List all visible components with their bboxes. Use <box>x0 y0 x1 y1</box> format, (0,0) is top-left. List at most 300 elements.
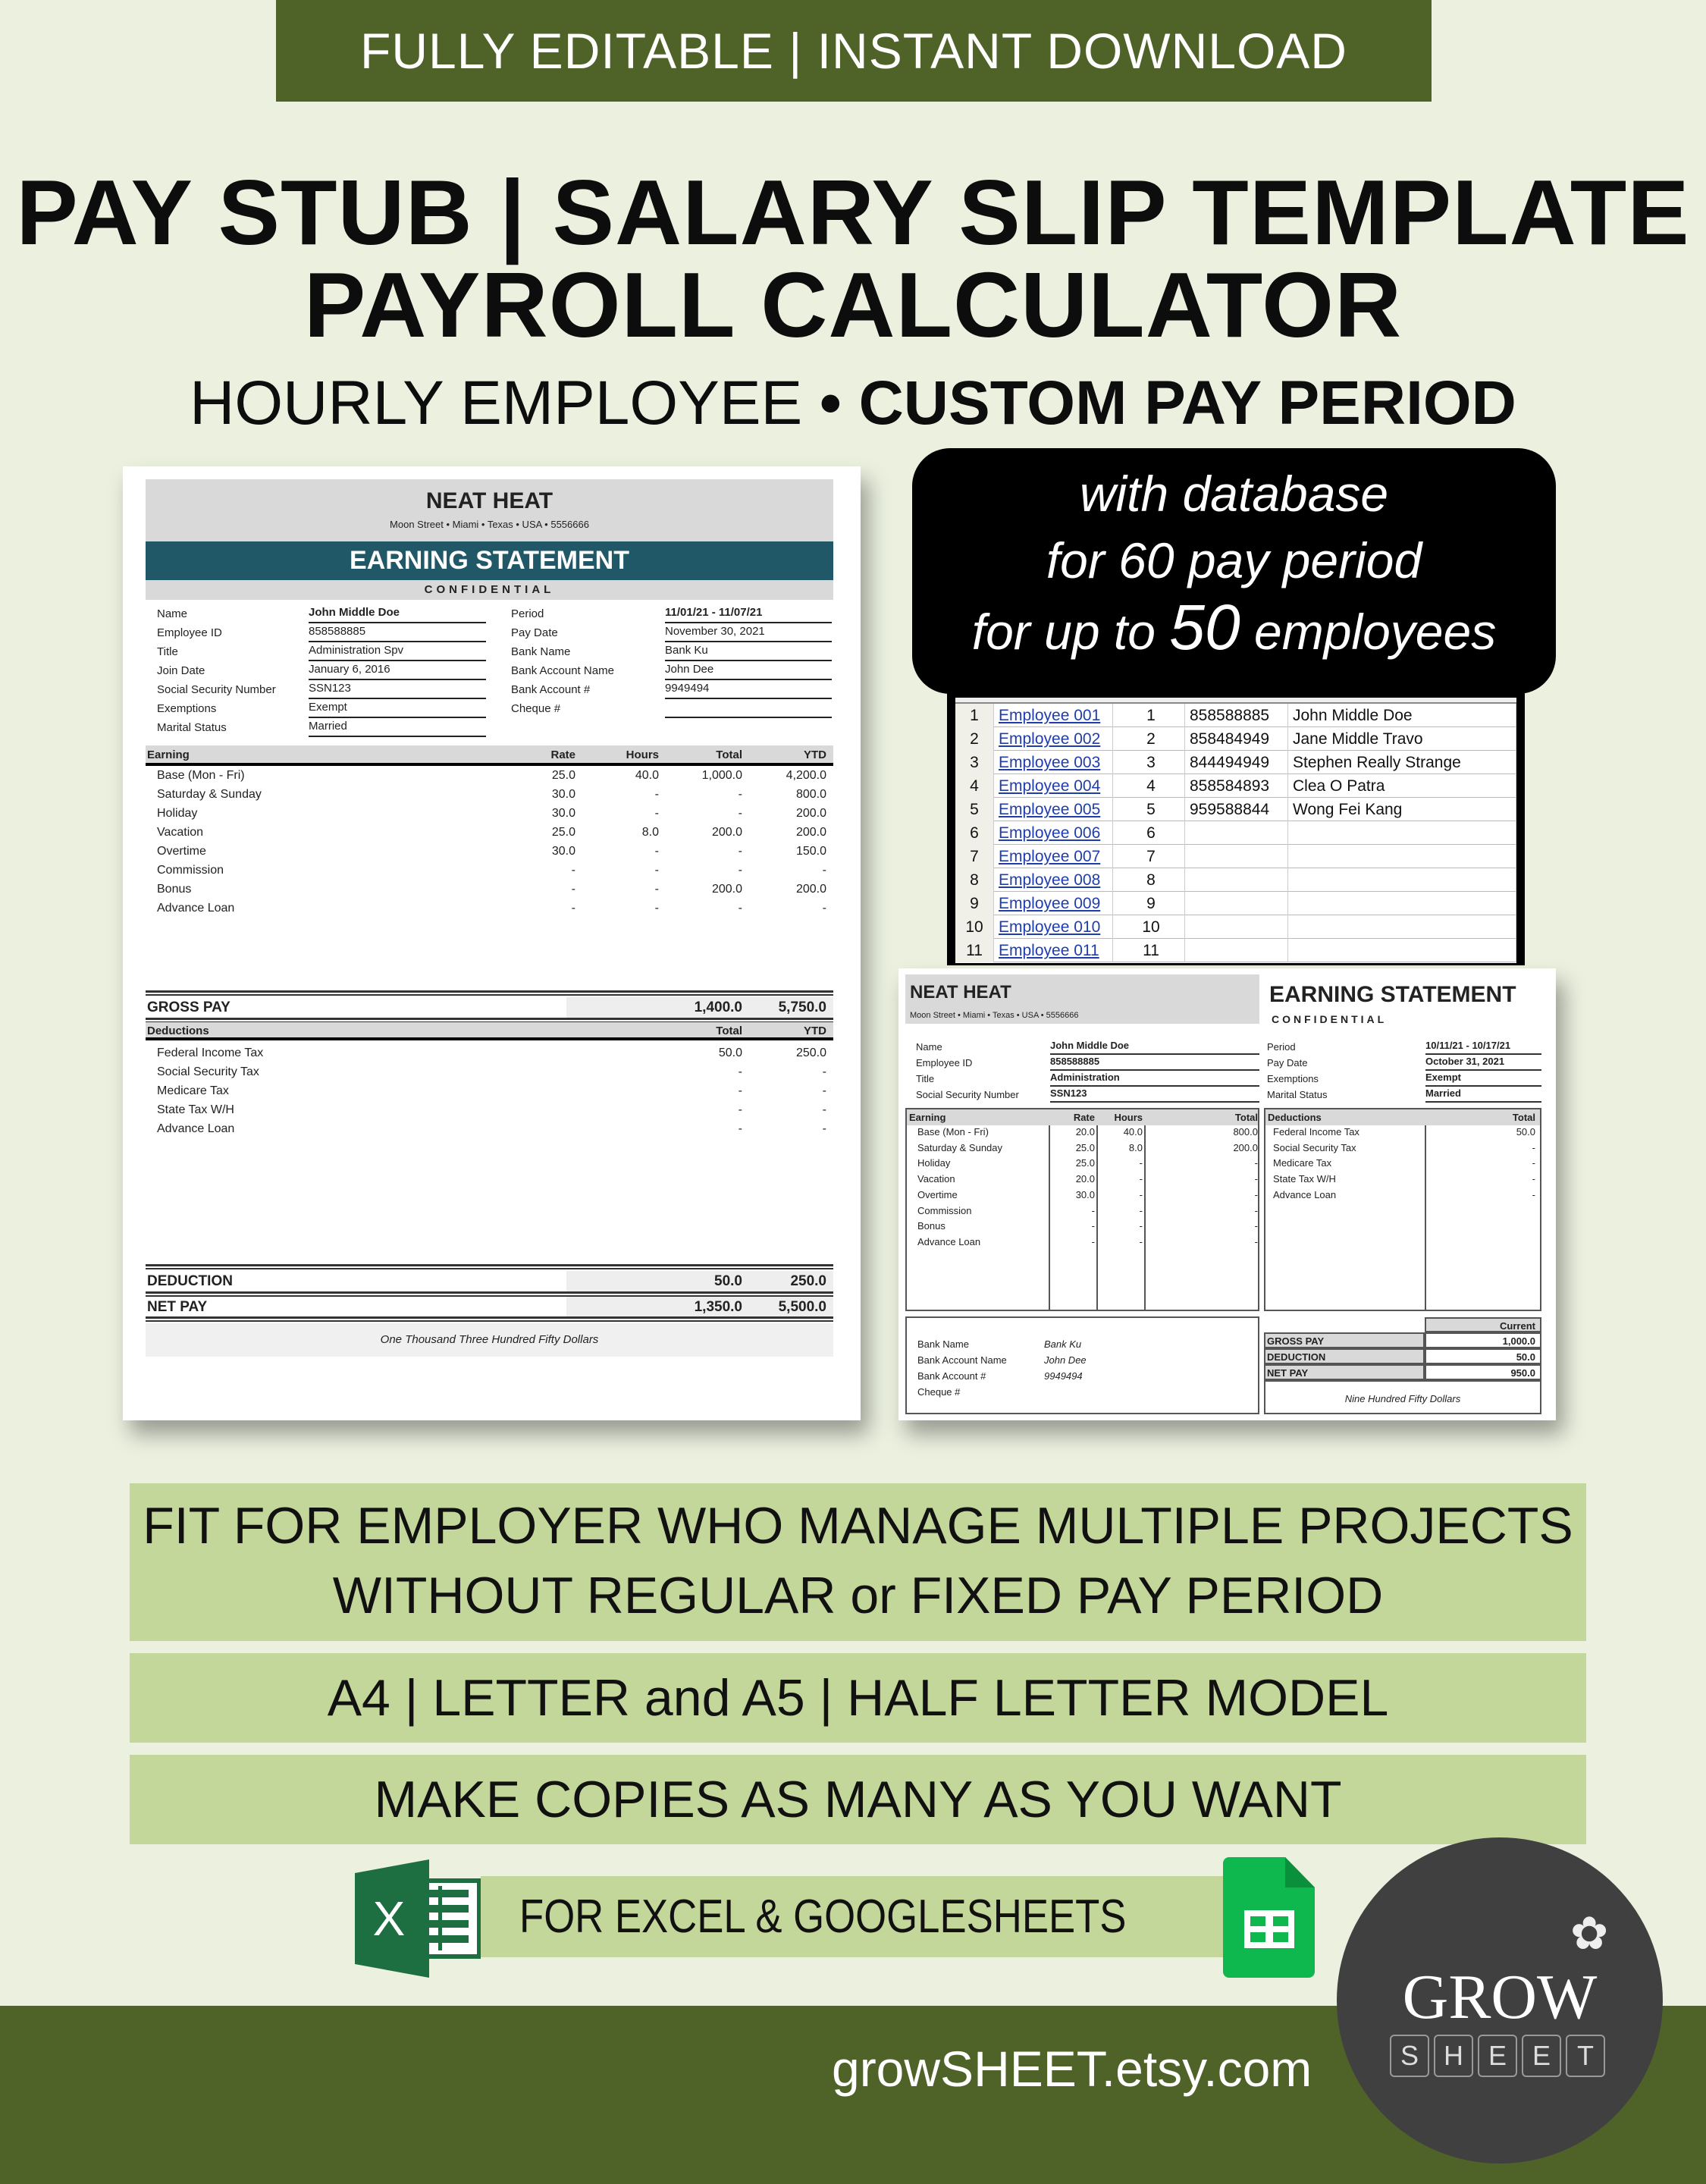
column-header: Deductions <box>1268 1112 1322 1123</box>
database-row <box>955 845 1516 868</box>
deduction-total: - <box>1532 1188 1535 1200</box>
info-value: SSN123 <box>309 682 486 699</box>
earning-name: Holiday <box>917 1157 951 1169</box>
employee-name: Stephen Really Strange <box>1288 751 1516 774</box>
info-label: Bank Account Name <box>511 664 614 677</box>
deduction-total: - <box>1532 1141 1535 1153</box>
callout-text: for up to <box>971 604 1170 660</box>
total-current: 50.0 <box>714 1273 742 1289</box>
info-label: Employee ID <box>157 626 222 639</box>
deduction-row <box>146 1062 833 1081</box>
earning-value: 200.0 <box>711 826 742 839</box>
deduction-total: - <box>738 1122 742 1135</box>
employee-sheet-link[interactable]: Employee 008 <box>994 868 1113 892</box>
earning-value: - <box>571 864 575 877</box>
net-pay-row <box>146 1297 833 1317</box>
earning-value: - <box>1254 1204 1258 1216</box>
logo-sheet <box>1390 2035 1605 2077</box>
earning-value: - <box>654 807 659 820</box>
total-ytd: 250.0 <box>790 1273 826 1289</box>
info-label: Marital Status <box>1267 1089 1328 1100</box>
earning-value: - <box>1254 1235 1258 1247</box>
summary-label: GROSS PAY <box>1264 1332 1425 1348</box>
employee-id: 858584893 <box>1185 774 1288 798</box>
earning-value: - <box>654 883 659 896</box>
column-header: Hours <box>1114 1112 1143 1123</box>
earning-value: - <box>571 883 575 896</box>
employee-sheet-link[interactable]: Employee 011 <box>994 939 1113 962</box>
employee-id <box>1185 845 1288 868</box>
record-number: 8 <box>1113 868 1185 892</box>
database-row <box>955 751 1516 774</box>
record-number: 5 <box>1113 798 1185 821</box>
employee-name <box>1288 892 1516 915</box>
earning-name: Saturday & Sunday <box>157 788 262 801</box>
record-number: 10 <box>1113 915 1185 939</box>
earning-row <box>146 861 833 880</box>
earning-value: - <box>738 864 742 877</box>
logo-letter: E <box>1522 2035 1561 2077</box>
summary-value: 950.0 <box>1425 1364 1541 1380</box>
callout-line-2: for 60 pay period <box>1046 532 1422 588</box>
database-header-row <box>955 698 1516 704</box>
employee-id: 858588885 <box>1185 704 1288 727</box>
earning-value: - <box>654 902 659 915</box>
row-number: 8 <box>955 868 994 892</box>
earning-value: 30.0 <box>551 788 575 801</box>
record-number: 7 <box>1113 845 1185 868</box>
deduction-ytd: 250.0 <box>795 1046 826 1059</box>
gross-pay-row <box>146 997 833 1018</box>
subtitle-a: HOURLY EMPLOYEE <box>190 369 803 438</box>
earning-value: - <box>1254 1188 1258 1200</box>
employee-name <box>1288 845 1516 868</box>
deduction-total-row <box>146 1271 833 1291</box>
deduction-total: - <box>738 1103 742 1116</box>
flower-icon: ✿ <box>1570 1908 1609 1959</box>
employee-sheet-link[interactable]: Employee 006 <box>994 821 1113 845</box>
earning-row <box>146 766 833 785</box>
earning-value: 30.0 <box>551 845 575 858</box>
deduction-ytd: - <box>822 1122 826 1135</box>
column-header: Earning <box>909 1112 946 1123</box>
database-row <box>955 704 1516 727</box>
database-row <box>955 727 1516 751</box>
employee-sheet-link[interactable]: Employee 010 <box>994 915 1113 939</box>
earning-name: Advance Loan <box>917 1235 981 1247</box>
employee-name <box>1288 868 1516 892</box>
database-row <box>955 821 1516 845</box>
database-row <box>955 892 1516 915</box>
column-header: YTD <box>804 1025 826 1037</box>
earning-value: - <box>1139 1235 1143 1247</box>
info-label: Bank Account # <box>511 683 591 696</box>
logo-grow: GROW <box>1402 1962 1598 2032</box>
title-line-2: PAYROLL CALCULATOR <box>303 253 1403 356</box>
earning-name: Commission <box>157 864 224 877</box>
amount-in-words: Nine Hundred Fifty Dollars <box>1264 1380 1541 1414</box>
info-value: November 30, 2021 <box>665 625 832 642</box>
info-label: Social Security Number <box>916 1089 1019 1100</box>
callout-line-3 <box>912 594 1556 665</box>
employee-id: 858484949 <box>1185 727 1288 751</box>
earning-value: 200.0 <box>795 807 826 820</box>
column-header: Total <box>716 748 742 761</box>
total-ytd: 5,750.0 <box>778 999 826 1015</box>
deduction-ytd: - <box>822 1065 826 1078</box>
earning-value: - <box>1139 1220 1143 1232</box>
employee-database <box>947 667 1525 965</box>
info-value: January 6, 2016 <box>309 663 486 680</box>
record-number: 1 <box>1113 704 1185 727</box>
earning-row <box>146 880 833 899</box>
info-label: Period <box>511 607 544 620</box>
bank-label: Bank Account # <box>917 1370 986 1382</box>
deduction-name: Advance Loan <box>1273 1188 1337 1200</box>
deduction-row <box>146 1043 833 1062</box>
deduction-name: Social Security Tax <box>1273 1141 1356 1153</box>
divider <box>146 1264 833 1269</box>
earning-value: 4,200.0 <box>786 769 826 782</box>
earning-value: 20.0 <box>1075 1126 1095 1138</box>
earning-row <box>146 823 833 842</box>
summary-value: 1,000.0 <box>1425 1332 1541 1348</box>
bank-value: Bank Ku <box>1044 1338 1082 1350</box>
summary-label: DEDUCTION <box>1264 1348 1425 1364</box>
info-value <box>665 701 832 718</box>
subtitle-b: CUSTOM PAY PERIOD <box>858 369 1516 438</box>
feature-band-3: MAKE COPIES AS MANY AS YOU WANT <box>130 1755 1586 1844</box>
database-row <box>955 798 1516 821</box>
employee-sheet-link[interactable]: Employee 007 <box>994 845 1113 868</box>
earning-value: 150.0 <box>795 845 826 858</box>
feature-band-1 <box>130 1483 1586 1641</box>
column-header: Total <box>716 1025 742 1037</box>
column-header: Rate <box>550 748 575 761</box>
earning-value: - <box>738 788 742 801</box>
summary-label: NET PAY <box>1264 1364 1425 1380</box>
deduction-total: 50.0 <box>718 1046 742 1059</box>
earning-value: 40.0 <box>635 769 659 782</box>
divider <box>146 1291 833 1297</box>
info-label: Title <box>916 1073 935 1084</box>
earning-row <box>146 804 833 823</box>
info-label: Pay Date <box>511 626 558 639</box>
row-number: 2 <box>955 727 994 751</box>
earning-value: 30.0 <box>551 807 575 820</box>
earning-name: Overtime <box>157 845 206 858</box>
employee-sheet-link[interactable]: Employee 009 <box>994 892 1113 915</box>
info-label: Period <box>1267 1041 1296 1053</box>
total-current: 1,350.0 <box>694 1299 742 1315</box>
bank-box <box>905 1316 1259 1414</box>
logo-letter: T <box>1566 2035 1605 2077</box>
column-header: Earning <box>147 748 190 761</box>
earning-value: 40.0 <box>1123 1126 1143 1138</box>
earning-value: 8.0 <box>641 826 659 839</box>
deduction-name: Social Security Tax <box>157 1065 259 1078</box>
statement-heading: EARNING STATEMENT <box>146 541 833 580</box>
earning-name: Base (Mon - Fri) <box>157 769 245 782</box>
earning-value: - <box>654 788 659 801</box>
column-header: Hours <box>626 748 659 761</box>
company-address: Moon Street • Miami • Texas • USA • 5556666 <box>910 1011 1079 1020</box>
earning-header-row <box>146 745 833 766</box>
database-callout <box>912 448 1556 694</box>
company-name: NEAT HEAT <box>910 982 1011 1003</box>
total-current: 1,400.0 <box>694 999 742 1015</box>
earning-name: Vacation <box>917 1173 955 1185</box>
info-label: Cheque # <box>511 702 561 715</box>
info-label: Pay Date <box>1267 1057 1308 1068</box>
column-header: Rate <box>1073 1112 1095 1123</box>
excel-icon <box>355 1859 481 1978</box>
database-row <box>955 915 1516 939</box>
info-value: John Middle Doe <box>1050 1040 1259 1055</box>
info-value: 858588885 <box>309 625 486 642</box>
feature-text: WITHOUT REGULAR or FIXED PAY PERIOD <box>332 1567 1384 1624</box>
database-row <box>955 774 1516 798</box>
apps-bar <box>481 1876 1223 1957</box>
earning-value: 25.0 <box>1075 1141 1095 1153</box>
employee-name: Wong Fei Kang <box>1288 798 1516 821</box>
info-value: 9949494 <box>665 682 832 699</box>
deduction-name: Advance Loan <box>157 1122 235 1135</box>
logo-letter: S <box>1390 2035 1429 2077</box>
feature-band-2: A4 | LETTER and A5 | HALF LETTER MODEL <box>130 1653 1586 1743</box>
earning-value: - <box>1254 1157 1258 1169</box>
subtitle <box>0 368 1706 439</box>
logo-letter: H <box>1434 2035 1473 2077</box>
row-number: 10 <box>955 915 994 939</box>
column-header: Total <box>1512 1112 1535 1123</box>
divider <box>146 1316 833 1322</box>
record-number: 6 <box>1113 821 1185 845</box>
deduction-total: - <box>738 1084 742 1097</box>
employee-id <box>1185 868 1288 892</box>
earning-name: Vacation <box>157 826 204 839</box>
info-value: Administration Spv <box>309 644 486 661</box>
earning-value: - <box>1139 1157 1143 1169</box>
bank-label: Cheque # <box>917 1386 961 1398</box>
employee-id <box>1185 892 1288 915</box>
column-header: Total <box>1234 1112 1258 1123</box>
earning-name: Overtime <box>917 1188 958 1200</box>
info-value: 11/01/21 - 11/07/21 <box>665 606 832 623</box>
top-banner: FULLY EDITABLE | INSTANT DOWNLOAD <box>276 0 1432 102</box>
earning-value: - <box>571 902 575 915</box>
employee-name: John Middle Doe <box>1288 704 1516 727</box>
info-label: Exemptions <box>1267 1073 1319 1084</box>
info-value: October 31, 2021 <box>1425 1056 1541 1071</box>
earning-value: 1,000.0 <box>701 769 742 782</box>
employee-sheet-link[interactable]: Employee 005 <box>994 798 1113 821</box>
google-sheets-icon <box>1223 1857 1315 1978</box>
earning-header-row <box>907 1109 1258 1125</box>
apps-label: FOR EXCEL & GOOGLESHEETS <box>519 1891 1127 1943</box>
deduction-ytd: - <box>822 1084 826 1097</box>
divider <box>146 990 833 996</box>
deduction-name: Medicare Tax <box>157 1084 229 1097</box>
earning-name: Holiday <box>157 807 198 820</box>
svg-text:X: X <box>372 1891 406 1946</box>
earning-value: - <box>822 902 826 915</box>
info-value: John Middle Doe <box>309 606 486 623</box>
database-table <box>955 698 1516 963</box>
employee-id <box>1185 939 1288 962</box>
earning-value: 30.0 <box>1075 1188 1095 1200</box>
row-number: 6 <box>955 821 994 845</box>
deduction-name: State Tax W/H <box>157 1103 234 1116</box>
earning-value: 200.0 <box>711 883 742 896</box>
info-label: Social Security Number <box>157 683 276 696</box>
subtitle-bullet: • <box>820 369 842 438</box>
earning-value: 200.0 <box>795 826 826 839</box>
column-header: Deductions <box>147 1025 209 1037</box>
deduction-name: State Tax W/H <box>1273 1173 1336 1185</box>
info-label: Bank Name <box>511 645 571 658</box>
slip-a-header <box>146 479 833 541</box>
employee-name <box>1288 821 1516 845</box>
earning-value: - <box>1091 1220 1095 1232</box>
row-number: 11 <box>955 939 994 962</box>
deduction-name: Medicare Tax <box>1273 1157 1332 1169</box>
info-label: Marital Status <box>157 721 227 734</box>
record-number: 4 <box>1113 774 1185 798</box>
total-label: NET PAY <box>147 1299 208 1315</box>
deduction-name: Federal Income Tax <box>157 1046 264 1059</box>
statement-heading: EARNING STATEMENT <box>1269 982 1516 1007</box>
earnings-box <box>905 1108 1259 1311</box>
total-label: DEDUCTION <box>147 1273 233 1289</box>
earning-value: 25.0 <box>551 769 575 782</box>
employee-sheet-link[interactable]: Employee 001 <box>994 704 1113 727</box>
info-label: Title <box>157 645 178 658</box>
earning-value: - <box>738 902 742 915</box>
current-header: Current <box>1425 1317 1541 1332</box>
employee-name: Jane Middle Travo <box>1288 727 1516 751</box>
info-value: 10/11/21 - 10/17/21 <box>1425 1040 1541 1055</box>
earning-value: - <box>1139 1188 1143 1200</box>
row-number: 5 <box>955 798 994 821</box>
earning-name: Advance Loan <box>157 902 235 915</box>
column-header: YTD <box>804 748 826 761</box>
earning-name: Saturday & Sunday <box>917 1141 1003 1153</box>
title-line-1: PAY STUB | SALARY SLIP TEMPLATE <box>16 161 1690 264</box>
info-value: Married <box>1425 1087 1541 1103</box>
info-label: Exemptions <box>157 702 217 715</box>
employee-sheet-link[interactable]: Employee 002 <box>994 727 1113 751</box>
database-row <box>955 868 1516 892</box>
earning-value: 20.0 <box>1075 1173 1095 1185</box>
company-name: NEAT HEAT <box>425 488 554 513</box>
earning-value: - <box>1139 1204 1143 1216</box>
employee-id <box>1185 915 1288 939</box>
slip-b-document <box>898 968 1556 1420</box>
amount-in-words: One Thousand Three Hundred Fifty Dollars <box>146 1323 833 1357</box>
info-value: 858588885 <box>1050 1056 1259 1071</box>
info-label: Join Date <box>157 664 205 677</box>
earning-value: - <box>1254 1173 1258 1185</box>
record-number: 2 <box>1113 727 1185 751</box>
earning-row <box>146 785 833 804</box>
feature-text: FIT FOR EMPLOYER WHO MANAGE MULTIPLE PROJECTS <box>143 1497 1573 1555</box>
info-label: Employee ID <box>916 1057 973 1068</box>
earning-value: - <box>822 864 826 877</box>
deduction-row <box>146 1081 833 1100</box>
record-number: 3 <box>1113 751 1185 774</box>
column-divider <box>1425 1109 1426 1310</box>
confidential-label: CONFIDENTIAL <box>1272 1013 1388 1025</box>
total-ytd: 5,500.0 <box>778 1299 826 1315</box>
employee-name <box>1288 939 1516 962</box>
row-number: 7 <box>955 845 994 868</box>
employee-name <box>1288 915 1516 939</box>
deduction-row <box>146 1100 833 1119</box>
total-label: GROSS PAY <box>147 999 230 1015</box>
info-label: Name <box>916 1041 942 1053</box>
earning-name: Bonus <box>917 1220 946 1232</box>
deduction-total: - <box>1532 1157 1535 1169</box>
earning-value: - <box>654 864 659 877</box>
deduction-total: - <box>1532 1173 1535 1185</box>
info-value: Administration <box>1050 1072 1259 1087</box>
earning-name: Base (Mon - Fri) <box>917 1126 989 1138</box>
bank-value: John Dee <box>1044 1354 1087 1366</box>
employee-sheet-link[interactable]: Employee 003 <box>994 751 1113 774</box>
employee-id: 844494949 <box>1185 751 1288 774</box>
slip-a-document <box>123 466 861 1420</box>
earning-value: 800.0 <box>795 788 826 801</box>
info-value: Bank Ku <box>665 644 832 661</box>
earning-value: - <box>738 845 742 858</box>
row-number: 9 <box>955 892 994 915</box>
earning-value: 25.0 <box>1075 1157 1095 1169</box>
bank-value: 9949494 <box>1044 1370 1083 1382</box>
deductions-header-row <box>146 1022 833 1040</box>
deductions-header-row <box>1265 1109 1540 1125</box>
deduction-row <box>146 1119 833 1138</box>
record-number: 11 <box>1113 939 1185 962</box>
slip-b-header <box>905 974 1259 1024</box>
employee-id: 959588844 <box>1185 798 1288 821</box>
confidential-label: CONFIDENTIAL <box>146 580 833 600</box>
earning-row <box>146 899 833 918</box>
info-value: John Dee <box>665 663 832 680</box>
earning-value: 200.0 <box>1233 1141 1258 1153</box>
earning-value: 200.0 <box>795 883 826 896</box>
callout-number: 50 <box>1169 592 1240 663</box>
shop-url[interactable]: growSHEET.etsy.com <box>832 2041 1312 2097</box>
info-value: Exempt <box>1425 1072 1541 1087</box>
growsheet-logo <box>1337 1837 1663 2164</box>
bank-label: Bank Account Name <box>917 1354 1007 1366</box>
deduction-total: 50.0 <box>1516 1126 1535 1138</box>
earning-value: - <box>1091 1235 1095 1247</box>
employee-sheet-link[interactable]: Employee 004 <box>994 774 1113 798</box>
row-number: 4 <box>955 774 994 798</box>
employee-name: Clea O Patra <box>1288 774 1516 798</box>
earning-value: 25.0 <box>551 826 575 839</box>
info-label: Name <box>157 607 188 620</box>
earning-value: - <box>1091 1204 1095 1216</box>
earning-value: - <box>1139 1173 1143 1185</box>
earning-name: Bonus <box>157 883 192 896</box>
earning-value: - <box>738 807 742 820</box>
company-address: Moon Street • Miami • Texas • USA • 5556666 <box>390 519 589 530</box>
summary-value: 50.0 <box>1425 1348 1541 1364</box>
earning-value: 8.0 <box>1128 1141 1143 1153</box>
